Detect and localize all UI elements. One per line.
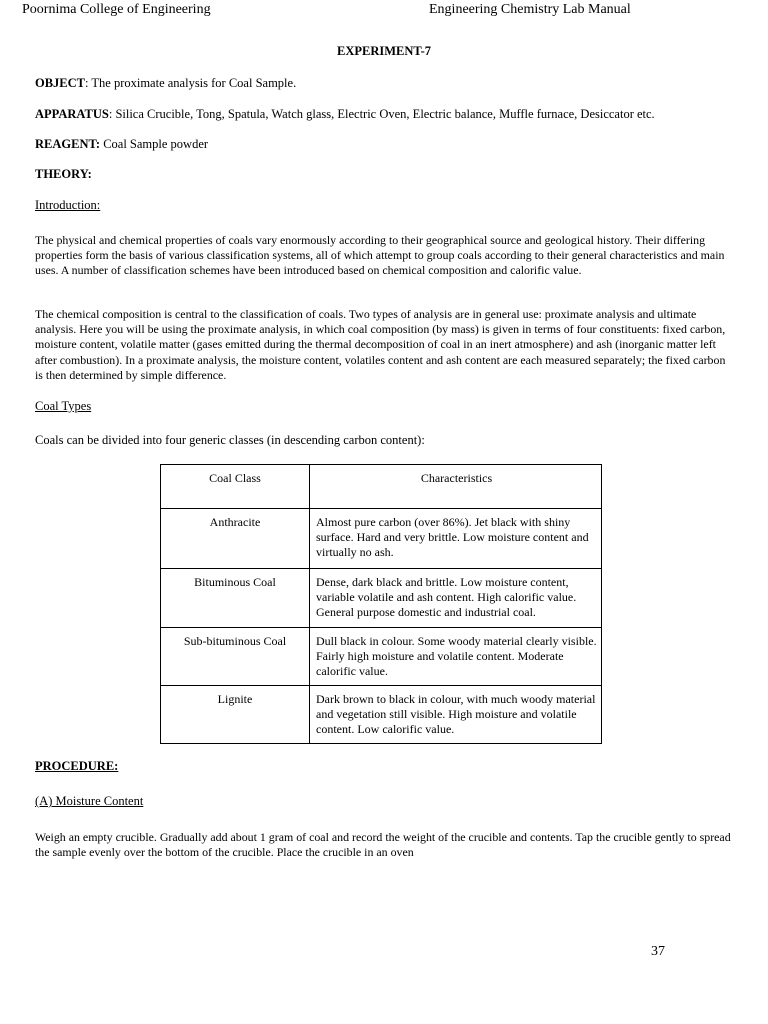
coal-types-intro: Coals can be divided into four generic classes (in descending carbon content): [35,433,425,447]
table-cell-characteristics: Dull black in colour. Some woody material clearly visible. Fairly high moisture and volatile content. Moderate calorific value. [310,628,602,686]
header-institution: Poornima College of Engineering [22,2,211,17]
moisture-content-heading: (A) Moisture Content [35,794,144,808]
object-label: OBJECT [35,76,86,90]
page-number: 37 [651,944,665,959]
experiment-title: EXPERIMENT-7 [337,44,431,58]
table-cell-characteristics: Almost pure carbon (over 86%). Jet black with shiny surface. Hard and very brittle. Low moisture content and virtually no ash. [310,509,602,569]
coal-classes-table [160,464,602,744]
header-manual-title: Engineering Chemistry Lab Manual [429,2,631,17]
table-row [161,628,602,686]
reagent-label: REAGENT: [35,137,101,151]
table-row [161,569,602,628]
object-line [35,76,296,91]
table-row [161,686,602,744]
procedure-paragraph: Weigh an empty crucible. Gradually add about 1 gram of coal and record the weight of the crucible and contents. Tap the crucible gently to spread the sample evenly over the bottom of the crucible. Place the crucible in an oven [35,830,731,860]
table-cell-class: Bituminous Coal [161,569,310,628]
table-header-cell: Characteristics [310,465,602,509]
reagent-line [35,137,208,152]
introduction-paragraph-1: The physical and chemical properties of coals vary enormously according to their geographical source and geological history. Their differing properties form the basis of various classification systems, all of which attempt to group coals according to their general characteristics and main uses. A number of classification schemes have been introduced based on chemical composition and calorific value. [35,233,725,278]
table-cell-class: Lignite [161,686,310,744]
apparatus-label: APPARATUS [35,107,109,121]
table-header-cell: Coal Class [161,465,310,509]
apparatus-text: : Silica Crucible, Tong, Spatula, Watch glass, Electric Oven, Electric balance, Muffle furnace, Desiccator etc. [108,107,655,121]
apparatus-line [35,107,655,122]
introduction-paragraph-2: The chemical composition is central to the classification of coals. Two types of analysis are in general use: proximate analysis and ultimate analysis. Here you will be using the proximate analysis, in which coal composition (by mass) is given in terms of four constituents: fixed carbon, moisture content, volatile matter (gases emitted during the thermal decomposition of coal in an inert atmosphere) and ash (inorganic matter left after combustion). In a proximate analysis, the moisture content, volatiles content and ash content are each measured separately; the fixed carbon is then determined by simple difference. [35,307,726,382]
table-cell-characteristics: Dense, dark black and brittle. Low moisture content, variable volatile and ash content. High calorific value. General purpose domestic and industrial coal. [310,569,602,628]
reagent-text: Coal Sample powder [100,137,209,151]
procedure-heading: PROCEDURE: [35,759,119,773]
table-cell-class: Sub-bituminous Coal [161,628,310,686]
table-row [161,509,602,569]
coal-types-heading: Coal Types [35,399,92,413]
object-text: : The proximate analysis for Coal Sample. [85,76,297,90]
table-cell-class: Anthracite [161,509,310,569]
theory-heading: THEORY: [35,167,92,181]
introduction-heading: Introduction: [35,198,101,212]
table-cell-characteristics: Dark brown to black in colour, with much woody material and vegetation still visible. High moisture and volatile content. Low calorific value. [310,686,602,744]
table-header-row [161,465,602,509]
